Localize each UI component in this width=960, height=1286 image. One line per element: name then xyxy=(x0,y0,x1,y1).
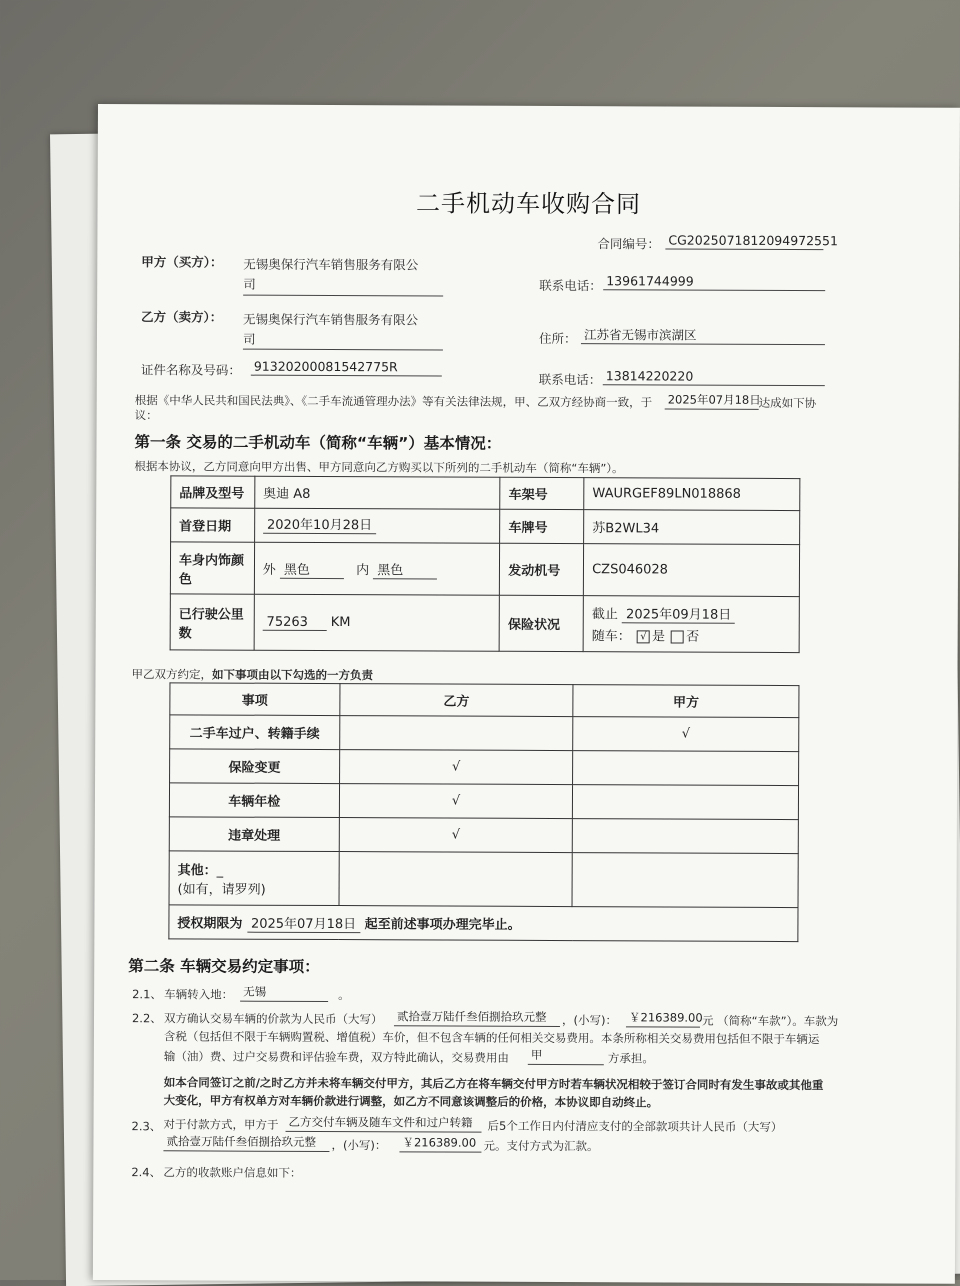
insurance-cell xyxy=(583,596,799,653)
contract-no-value: CG20250718120949725​51 xyxy=(665,232,823,250)
clause-2-3-t4: 元。支付方式为汇款。 xyxy=(483,1138,599,1154)
mileage-cell xyxy=(254,594,500,651)
deadline-date: 2025年07月18日 xyxy=(247,916,360,932)
clause-2-1-label: 车辆转入地： xyxy=(164,987,234,1002)
clause-2-3-amount-upper: 贰拾壹万陆仟叁佰捌拾玖元整 xyxy=(163,1134,329,1152)
party-b-id-label: 证件名称及号码： xyxy=(140,362,241,378)
first-reg-label: 首登日期 xyxy=(171,508,255,542)
insurance-until: 2025年09月18日 xyxy=(622,607,735,623)
duty-intro-1: 甲乙双方约定， xyxy=(131,667,213,682)
clause-2-3-t1: 对于付款方式，甲方于 xyxy=(163,1117,279,1132)
party-a-phone-label: 联系电话： xyxy=(539,277,602,294)
party-a-underline xyxy=(243,295,443,297)
clause-2-4-num: 2.4、 xyxy=(131,1165,162,1180)
party-b-underline xyxy=(243,349,443,351)
duty-insurance-b[interactable]: √ xyxy=(339,750,573,785)
clause-2-2-amount-lower: ￥216389.00 xyxy=(626,1010,700,1027)
ext-color: 黑色 xyxy=(280,562,344,578)
mileage-label-2: 数 xyxy=(178,625,192,641)
color-label-cell xyxy=(170,542,254,594)
duty-other-cell xyxy=(169,851,339,906)
party-b-id: 91320200081542775R xyxy=(251,359,442,377)
duty-header-item: 事项 xyxy=(170,683,340,716)
preamble-text-3: 议： xyxy=(134,408,158,423)
party-b-phone: 13814220220 xyxy=(603,368,825,386)
insurance-label: 保险状况 xyxy=(499,595,583,651)
ext-label: 外 xyxy=(262,562,276,578)
duty-violation-b[interactable]: √ xyxy=(339,818,573,853)
clause-2-3-condition: 乙方交付车辆及随车文件和过户转籍 xyxy=(286,1115,482,1133)
int-color: 黑色 xyxy=(373,563,437,579)
duty-inspection-b[interactable]: √ xyxy=(339,784,573,819)
contract-page xyxy=(93,104,960,1284)
clause-2-4-text: 乙方的收款账户信息如下： xyxy=(163,1165,302,1180)
duty-intro-2: 如下事项由以下勾选的一方负责 xyxy=(211,667,374,683)
clause-2-2-amount-upper: 贰拾壹万陆仟叁佰捌拾玖元整 xyxy=(394,1009,560,1027)
first-reg-value: 2020年10月28日 xyxy=(263,517,376,533)
checkbox-no[interactable] xyxy=(671,631,684,644)
page-title: 二手机动车收购合同 xyxy=(416,189,642,219)
first-reg-cell xyxy=(254,508,500,543)
party-b-name-2: 司 xyxy=(242,331,256,347)
clause-2-2-line2: 含税（包括但不限于车辆购置税、增值税）车价，但不包含车辆的任何相关交易费用。本条所称相关交易费用包括但不限于车辆运 xyxy=(163,1029,820,1047)
clause-2-1-value: 无锡 xyxy=(240,985,328,1002)
duty-transfer-a[interactable]: √ xyxy=(573,717,799,752)
article-1-heading: 第一条 交易的二手机动车（简称“车辆”）基本情况： xyxy=(134,433,502,453)
plate-value: 苏B2WL34 xyxy=(584,510,800,545)
engine-value: CZS046028 xyxy=(584,544,800,597)
color-label-1: 车身内饰颜 xyxy=(178,552,245,569)
clause-2-1-num: 2.1、 xyxy=(132,987,162,1002)
clause-2-1-end: 。 xyxy=(338,988,350,1003)
clause-2-2-num: 2.2、 xyxy=(131,1011,162,1026)
party-b-name-1: 无锡奥保行汽车销售服务有限公 xyxy=(243,311,419,328)
preamble-date: 2025年07月18日 xyxy=(665,392,759,409)
clause-2-3-t2: 后5个工作日内付清应支付的全部款项共计人民币（大写） xyxy=(487,1118,783,1134)
party-a-label: 甲方（买方）： xyxy=(141,254,223,270)
insurance-with-car: 随车： xyxy=(591,629,631,645)
vehicle-info-table xyxy=(170,475,801,653)
party-b-address-label: 住所： xyxy=(538,330,577,347)
preamble-text-2: 达成如下协 xyxy=(758,395,817,411)
duty-table xyxy=(168,682,799,942)
duty-other-note: (如有，请罗列) xyxy=(177,881,266,898)
yes-label: 是 xyxy=(651,629,666,645)
clause-2-2-t2: ，(小写)： xyxy=(561,1013,618,1028)
clause-2-3-num: 2.3、 xyxy=(131,1119,162,1134)
duty-item-transfer: 二手车过户、转籍手续 xyxy=(170,715,340,750)
duty-item-inspection: 车辆年检 xyxy=(169,783,339,818)
article-2-heading: 第二条 车辆交易约定事项： xyxy=(128,957,320,976)
brand-value: 奥迪 A8 xyxy=(255,476,501,509)
duty-transfer-b[interactable] xyxy=(339,716,573,751)
duty-violation-a[interactable] xyxy=(573,819,799,854)
duty-deadline-cell xyxy=(169,905,798,942)
contract-no-label: 合同编号： xyxy=(597,236,660,252)
duty-item-insurance: 保险变更 xyxy=(170,749,340,784)
deadline-suffix: 起至前述事项办理完毕止。 xyxy=(364,916,521,933)
party-b-phone-label: 联系电话： xyxy=(538,371,602,388)
clause-2-2-bold2: 大变化，甲方有权单方对车辆价款进行调整，如乙方不同意该调整后的价格，本协议即自动终止。 xyxy=(163,1093,659,1110)
duty-inspection-a[interactable] xyxy=(573,785,799,820)
party-a-phone: 13961744999 xyxy=(603,273,825,291)
color-label-2: 色 xyxy=(178,571,192,587)
clause-2-2-fee-party: 甲 xyxy=(528,1048,604,1065)
duty-header-b: 乙方 xyxy=(340,684,574,717)
duty-item-violation: 违章处理 xyxy=(169,817,339,852)
mileage-label-cell xyxy=(170,594,254,650)
mileage-label-1: 已行驶公里 xyxy=(178,606,244,623)
brand-label: 品牌及型号 xyxy=(171,476,255,508)
clause-2-2-t3: 元 （简称“车款”）。车款为 xyxy=(701,1013,839,1029)
clause-2-3-amount-lower: ￥216389.00 xyxy=(399,1135,481,1152)
duty-intro xyxy=(131,666,373,683)
duty-other-label: 其他： xyxy=(177,862,217,879)
duty-insurance-a[interactable] xyxy=(573,751,799,786)
party-b-address: 江苏省无锡市滨湖区 xyxy=(581,327,825,345)
party-a-name-2: 司 xyxy=(243,276,256,292)
deadline-label: 授权期限为 xyxy=(177,915,243,932)
vin-label: 车架号 xyxy=(500,477,584,509)
duty-header-a: 甲方 xyxy=(573,685,799,718)
int-label: 内 xyxy=(356,562,370,578)
plate-label: 车牌号 xyxy=(500,509,584,543)
color-cell xyxy=(254,542,500,595)
clause-2-2-bold1: 如本合同签订之前/之时乙方并未将车辆交付甲方，其后乙方在将车辆交付甲方时若车辆状况相较于签订合同时有发生事故或其他重 xyxy=(163,1075,824,1093)
mileage-value: 75263 xyxy=(263,614,327,630)
article-1-intro: 根据本协议，乙方同意向甲方出售、甲方同意向乙方购买以下所列的二手机动车（简称“车辆”）。 xyxy=(134,459,624,476)
clause-2-2-t1: 双方确认交易车辆的价款为人民币（大写） xyxy=(163,1011,383,1027)
no-label: 否 xyxy=(686,629,700,645)
insurance-until-label: 截止 xyxy=(591,607,618,623)
clause-2-2-line3b: 方承担。 xyxy=(607,1051,654,1066)
preamble-text-1: 根据《中华人民共和国民法典》、《二手车流通管理办法》等有关法律法规，甲、乙双方经协商一致，于 xyxy=(134,393,653,410)
duty-other-b[interactable] xyxy=(339,852,573,907)
vin-value: WAURGEF89LN018868 xyxy=(584,478,800,511)
clause-2-2-line3a: 输（油）费、过户交易费和评估验车费，双方特此确认，交易费用由 xyxy=(163,1049,509,1065)
engine-label: 发动机号 xyxy=(500,543,584,595)
checkbox-yes[interactable]: √ xyxy=(637,630,650,643)
duty-other-blank: _ xyxy=(216,863,224,879)
party-b-label: 乙方（卖方）： xyxy=(141,309,223,325)
mileage-unit: KM xyxy=(330,614,351,630)
party-a-name-1: 无锡奥保行汽车销售服务有限公 xyxy=(243,256,419,273)
duty-other-a[interactable] xyxy=(572,853,798,908)
clause-2-3-t3: ，(小写)： xyxy=(331,1138,387,1153)
